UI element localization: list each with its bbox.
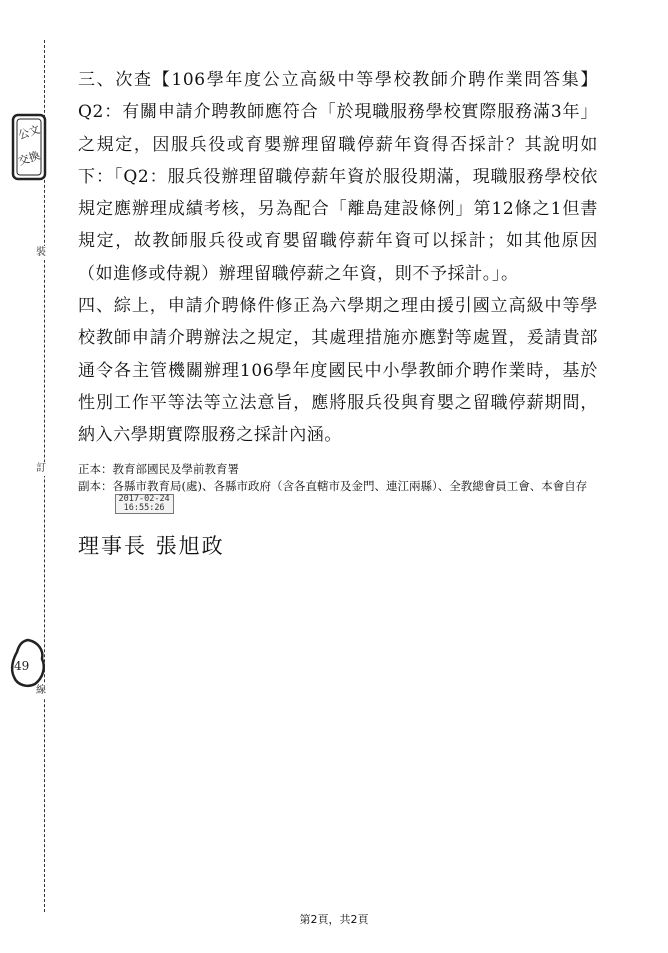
copy-recipient-label: 副本： [78, 478, 113, 493]
stamp-time: 16:55:26 [123, 503, 165, 513]
svg-text:交換: 交換 [16, 148, 42, 169]
paragraph-four: 四、綜上，申請介聘條件修正為六學期之理由援引國立高級中等學校教師申請介聘辦法之規定，其處理措施亦應對等處置，爰請貴部通令各主管機關辦理106學年度國民中小學教師介聘作業時，基於性別工作平等法等立法意旨，應將服兵役與育嬰之留職停薪期間，納入六學期實際服務之採計內涵。 [78, 296, 598, 446]
copy-recipient-row [78, 478, 610, 515]
page-number-tab [8, 637, 48, 689]
binding-mark-zhuang: 裝 [36, 247, 46, 258]
binding-mark-xian: 線 [36, 685, 46, 696]
binding-mark-ding: 訂 [36, 463, 46, 474]
recipient-block [78, 461, 610, 514]
main-recipient-value: 教育部國民及學前教育署 [112, 462, 239, 476]
paragraph-three: 三、次查【106學年度公立高級中等學校教師介聘作業問答集】Q2：有關申請介聘教師應符合「於現職服務學校實際服務滿3年」之規定，因服兵役或育嬰辦理留職停薪年資得否採計？其說明如下：「Q2：服兵役辦理留職停薪年資於服役期滿，現職服務學校依規定應辦理成績考核，另為配合「離島建設條例」第12條之1但書規定，故教師服兵役或育嬰留職停薪年資可以採計；如其他原因（如進修或侍親）辦理留職停薪之年資，則不予採計。」。 [78, 70, 598, 284]
copy-recipient-wrap [113, 478, 611, 515]
svg-text:公文: 公文 [16, 122, 42, 143]
document-exchange-stamp-icon [10, 112, 48, 182]
main-recipient-label: 正本： [78, 462, 113, 476]
stamp-date: 2017-02-24 [118, 494, 170, 504]
page-footer: 第2頁，共2頁 [299, 913, 369, 926]
main-recipient-row [78, 461, 610, 478]
exchange-date-stamp [115, 494, 174, 514]
page-tab-number: 49 [14, 659, 30, 673]
chairman-signature: 理事長 張旭政 [78, 534, 225, 558]
copy-recipient-value: 各縣市教育局(處)、各縣市政府（含各直轄市及金門、連江兩縣）、全教總會員工會、本會自存 [112, 478, 588, 493]
letter-body [78, 64, 598, 452]
